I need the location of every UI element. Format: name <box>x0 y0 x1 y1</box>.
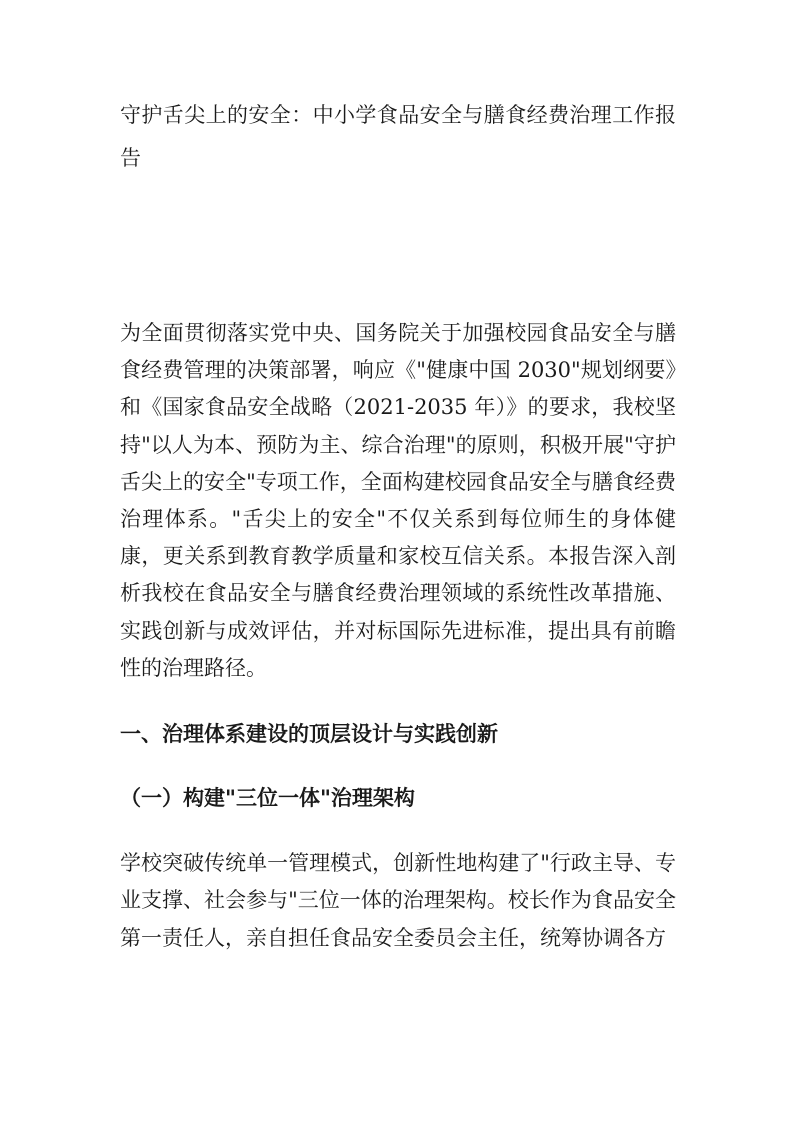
document-title: 守护舌尖上的安全：中小学食品安全与膳食经费治理工作报告 <box>120 103 676 170</box>
section-heading: 一、治理体系建设的顶层设计与实践创新 <box>120 722 498 747</box>
intro-paragraph: 为全面贯彻落实党中央、国务院关于加强校园食品安全与膳食经费管理的决策部署，响应《"健康中国 2030"规划纲要》和《国家食品安全战略（2021-2035 年）》的要求，我校坚持"以人为本、预防为主、综合治理"的原则，积极开展"守护舌尖上的安全"专项工作，全面构建校园食品安全与膳食经费治理体系。"舌尖上的安全"不仅关系到每位师生的身体健康，更关系到教育教学质量和家校互信关系。本报告深入剖析我校在食品安全与膳食经费治理领域的系统性改革措施、实践创新与成效评估，并对标国际先进标准，提出具有前瞻性的治理路径。 <box>120 321 676 680</box>
subsection-heading: （一）构建"三位一体"治理架构 <box>120 786 415 811</box>
document-content <box>120 94 676 957</box>
subsection-paragraph: 学校突破传统单一管理模式，创新性地构建了"行政主导、专业支撑、社会参与"三位一体的治理架构。校长作为食品安全第一责任人，亲自担任食品安全委员会主任，统筹协调各方 <box>120 851 676 950</box>
